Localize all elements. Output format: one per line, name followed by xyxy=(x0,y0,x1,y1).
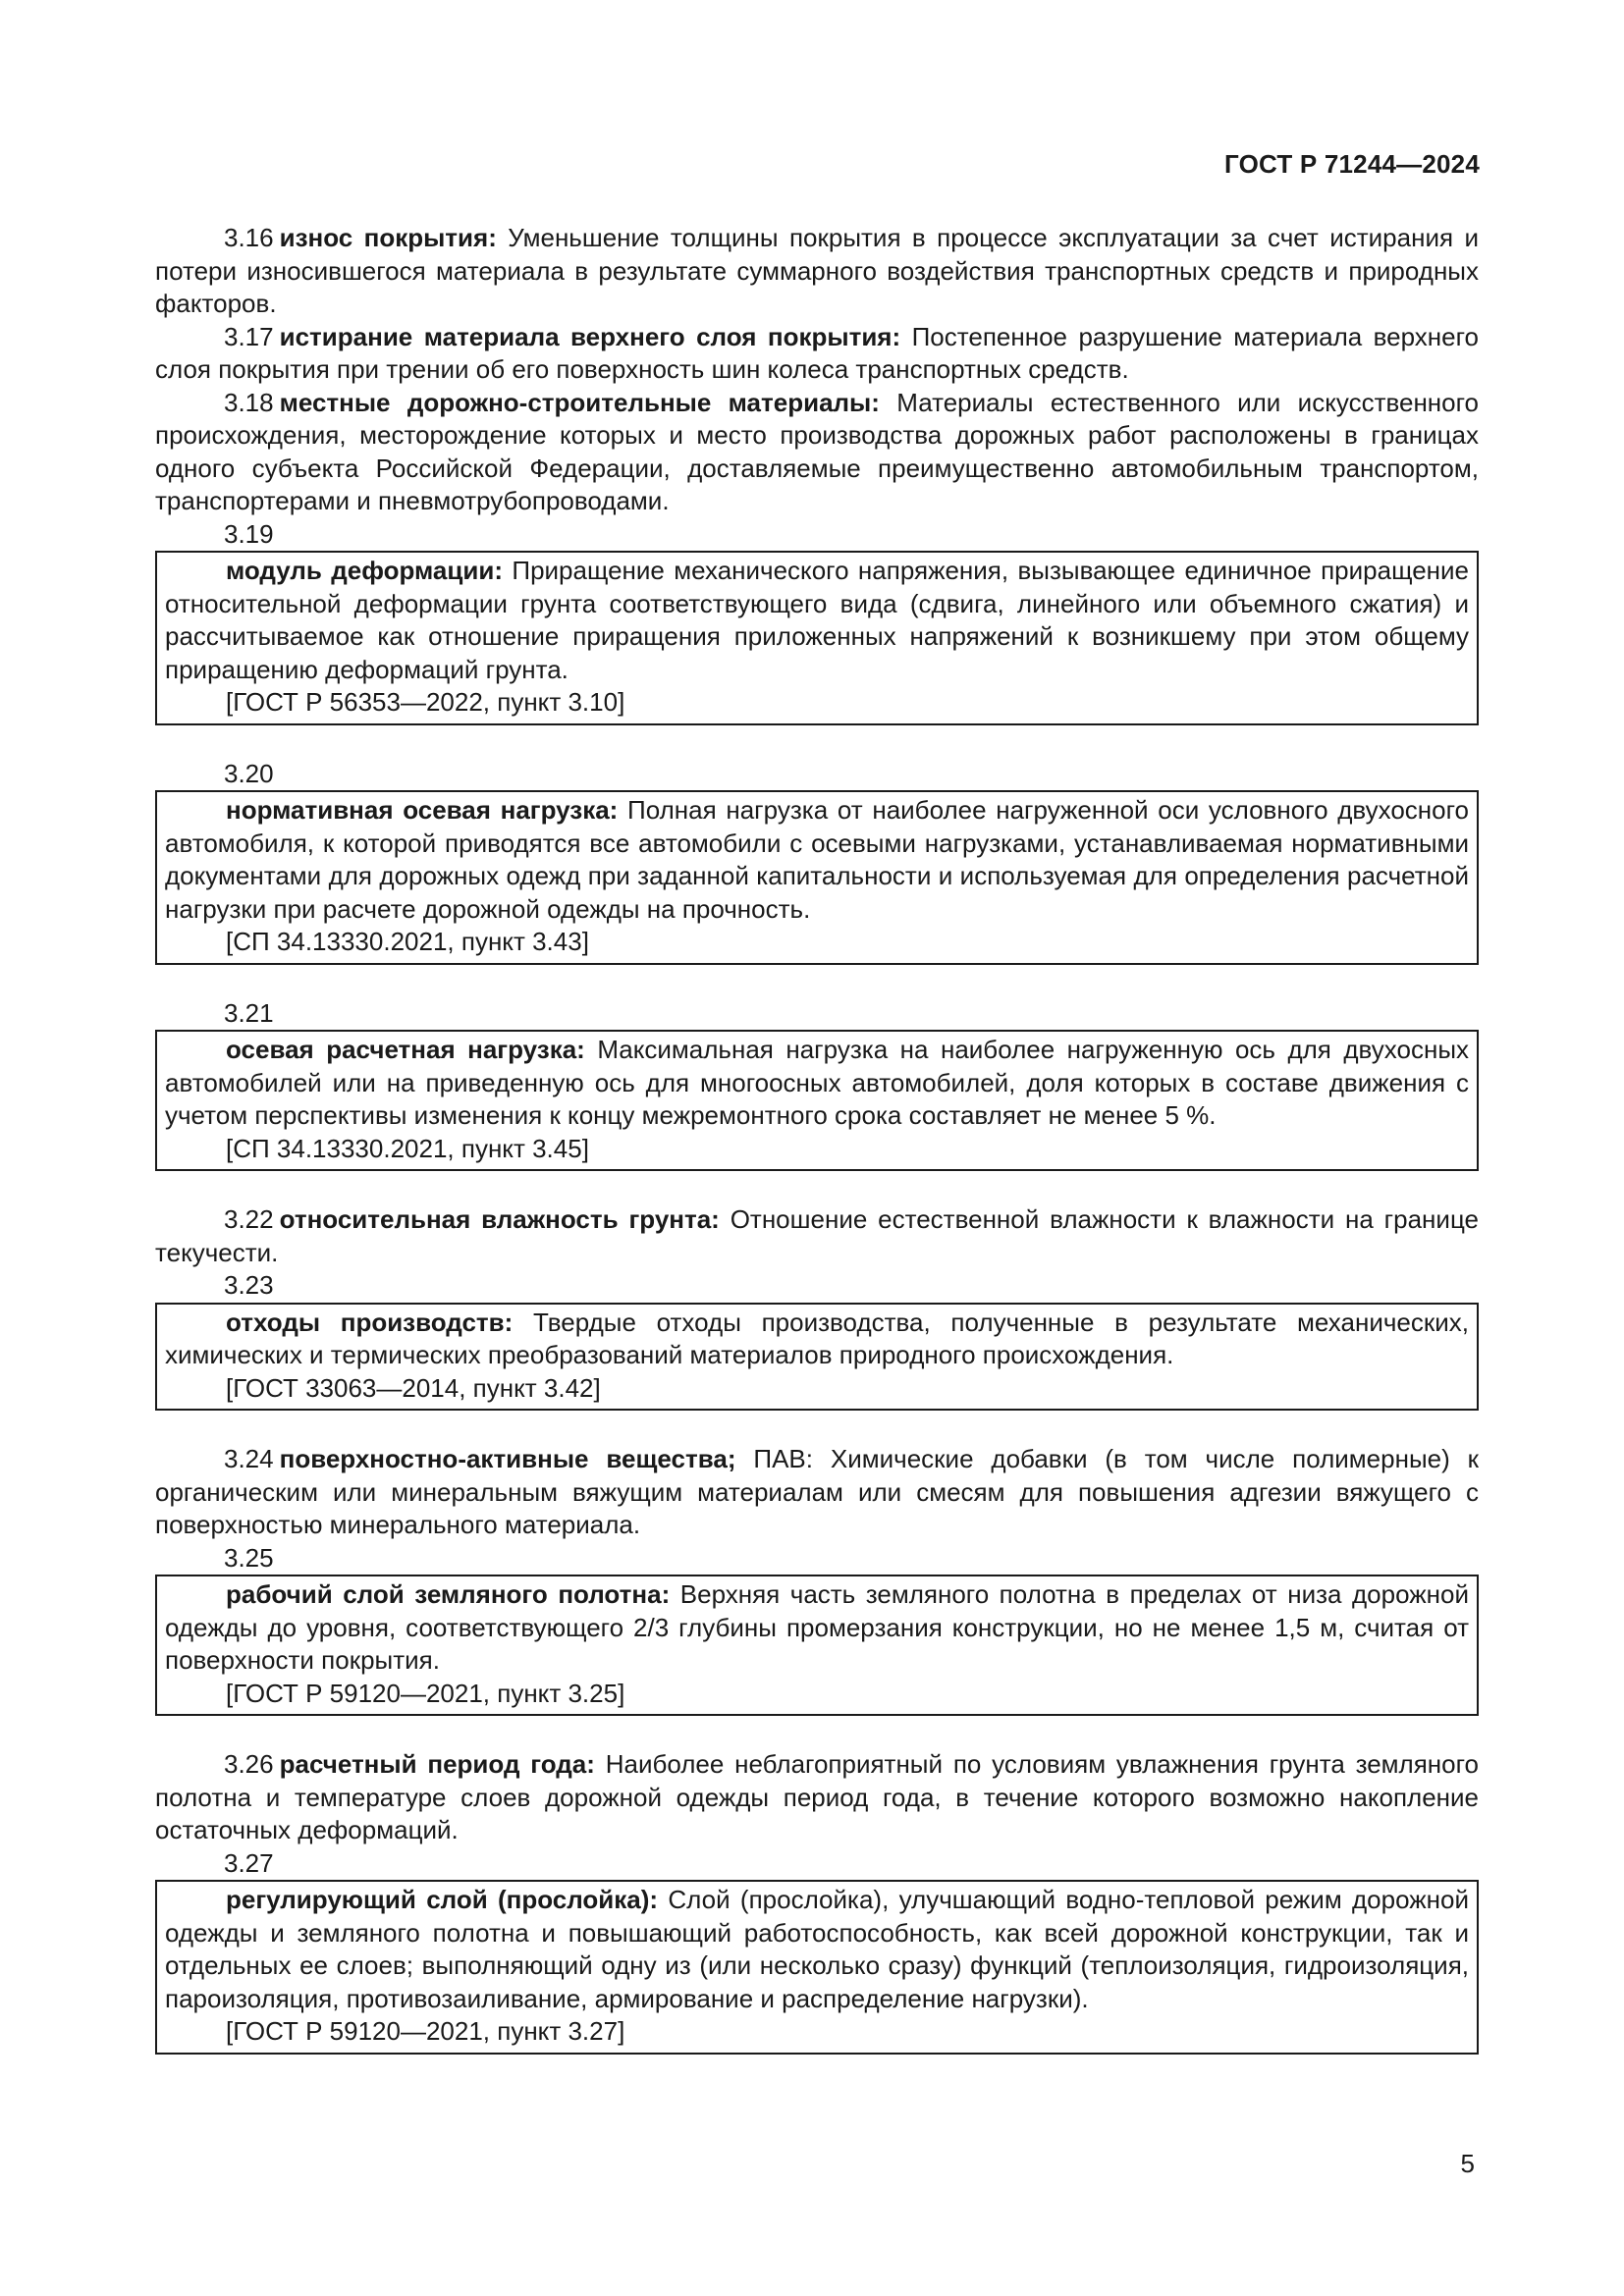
term-entry-3-22 xyxy=(155,1203,1479,1269)
entry-number: 3.26 xyxy=(224,1749,274,1779)
term-name: относительная влажность грунта: xyxy=(279,1204,720,1234)
term-source: [ГОСТ Р 56353—2022, пункт 3.10] xyxy=(226,687,625,717)
terms-section xyxy=(155,222,1479,2055)
term-entry-3-20 xyxy=(165,794,1469,926)
entry-number: 3.18 xyxy=(224,387,274,417)
term-definition: Химические добавки (в том числе полимерные) к органическим или минеральным вяжущим материалам или смесям для повышения адгезии вяжущего с поверхностью минерального материала. xyxy=(155,1444,1480,1539)
term-box-3-25 xyxy=(155,1575,1479,1716)
term-box-3-27 xyxy=(155,1880,1479,2055)
term-definition: Отношение естественной влажности к влажности на границе текучести. xyxy=(155,1204,1479,1267)
entry-number: 3.24 xyxy=(224,1444,274,1473)
term-entry-3-26 xyxy=(155,1748,1479,1847)
entry-number: 3.20 xyxy=(224,758,274,788)
term-entry-3-18 xyxy=(155,387,1479,518)
term-source: [СП 34.13330.2021, пункт 3.45] xyxy=(226,1133,589,1163)
term-definition: Уменьшение толщины покрытия в процессе эксплуатации за счет истирания и потери износившегося материала в результате суммарного воздействия транспортных средств и природных факторов. xyxy=(155,223,1479,318)
term-name: отходы производств: xyxy=(226,1307,514,1337)
entry-number: 3.21 xyxy=(224,997,274,1028)
entry-number: 3.22 xyxy=(224,1204,274,1234)
term-entry-3-19 xyxy=(165,555,1469,686)
term-source: [ГОСТ 33063—2014, пункт 3.42] xyxy=(226,1372,601,1403)
term-entry-3-27 xyxy=(165,1884,1469,2015)
term-entry-3-23 xyxy=(165,1307,1469,1372)
term-source: [ГОСТ Р 59120—2021, пункт 3.25] xyxy=(226,1678,625,1708)
entry-number: 3.25 xyxy=(224,1542,274,1573)
term-name: местные дорожно-строительные материалы: xyxy=(279,387,880,417)
term-definition: Материалы естественного или искусственного происхождения, месторождение которых и место производства дорожных работ расположены в границах одного субъекта Российской Федерации, доставляемые преимущественно автомобильным транспортом, транспортерами и пневмотрубопроводами. xyxy=(155,387,1480,515)
document-header: ГОСТ Р 71244—2024 xyxy=(1224,149,1480,179)
term-box-3-19 xyxy=(155,551,1479,725)
term-abbreviation: ПАВ: xyxy=(753,1444,814,1473)
term-name: нормативная осевая нагрузка: xyxy=(226,795,619,825)
term-entry-3-16 xyxy=(155,222,1479,321)
entry-number: 3.19 xyxy=(224,518,274,549)
term-name: поверхностно-активные вещества; xyxy=(279,1444,736,1473)
term-definition: Полная нагрузка от наиболее нагруженной оси условного двухосного автомобиля, к которой приводятся все автомобили с осевыми нагрузками, устанавливаемая нормативными документами для дорожных одежд при заданной капитальности и используемая для определения расчетной нагрузки при расчете дорожной одежды на прочность. xyxy=(165,795,1469,924)
term-name: осевая расчетная нагрузка: xyxy=(226,1035,585,1064)
term-definition: Твердые отходы производства, полученные в результате механических, химических и термических преобразований материалов природного происхождения. xyxy=(165,1307,1469,1369)
term-definition: Наиболее неблагоприятный по условиям увлажнения грунта земляного полотна и температуре слоев дорожной одежды период года, в течение которого возможно накопление остаточных деформаций. xyxy=(155,1749,1479,1844)
term-definition: Максимальная нагрузка на наиболее нагруженную ось для двухосных автомобилей или на приведенную ось для многоосных автомобилей, доля которых в составе движения с учетом перспективы изменения к концу межремонтного срока составляет не менее 5 %. xyxy=(165,1035,1470,1130)
term-entry-3-25 xyxy=(165,1578,1469,1678)
term-name: износ покрытия: xyxy=(279,223,497,252)
term-entry-3-21 xyxy=(165,1034,1469,1133)
term-name: регулирующий слой (прослойка): xyxy=(226,1885,659,1914)
term-definition: Постепенное разрушение материала верхнего слоя покрытия при трении об его поверхность шин колеса транспортных средств. xyxy=(155,321,1480,384)
term-definition: Верхняя часть земляного полотна в пределах от низа дорожной одежды до уровня, соответствующего 2/3 глубины промерзания конструкции, но не менее 1,5 м, считая от поверхности покрытия. xyxy=(165,1579,1469,1675)
term-box-3-20 xyxy=(155,790,1479,965)
term-name: рабочий слой земляного полотна: xyxy=(226,1579,671,1609)
term-source: [ГОСТ Р 59120—2021, пункт 3.27] xyxy=(226,2016,625,2046)
entry-number: 3.17 xyxy=(224,321,274,351)
term-box-3-23 xyxy=(155,1303,1479,1412)
term-entry-3-17 xyxy=(155,321,1479,387)
term-name: расчетный период года: xyxy=(279,1749,595,1779)
term-entry-3-24 xyxy=(155,1443,1479,1542)
term-definition: Приращение механического напряжения, вызывающее единичное приращение относительной деформации грунта соответствующего вида (сдвига, линейного или объемного сжатия) и рассчитываемое как отношение приращения приложенных напряжений к возникшему при этом общему приращению деформаций грунта. xyxy=(165,556,1469,684)
term-definition: Слой (прослойка), улучшающий водно-тепловой режим дорожной одежды и земляного полотна и повышающий работоспособность, как всей дорожной конструкции, так и отдельных ее слоев; выполняющий одну из (или несколько сразу) функций (теплоизоляция, гидроизоляция, пароизоляция, противозаиливание, армирование и распределение нагрузки). xyxy=(165,1885,1469,2013)
entry-number: 3.23 xyxy=(224,1270,274,1300)
term-name: модуль деформации: xyxy=(226,556,503,585)
term-source: [СП 34.13330.2021, пункт 3.43] xyxy=(226,927,589,956)
term-box-3-21 xyxy=(155,1030,1479,1171)
entry-number: 3.27 xyxy=(224,1847,274,1878)
page-number: 5 xyxy=(1460,2149,1475,2178)
entry-number: 3.16 xyxy=(224,223,274,252)
term-name: истирание материала верхнего слоя покрытия: xyxy=(279,321,901,351)
